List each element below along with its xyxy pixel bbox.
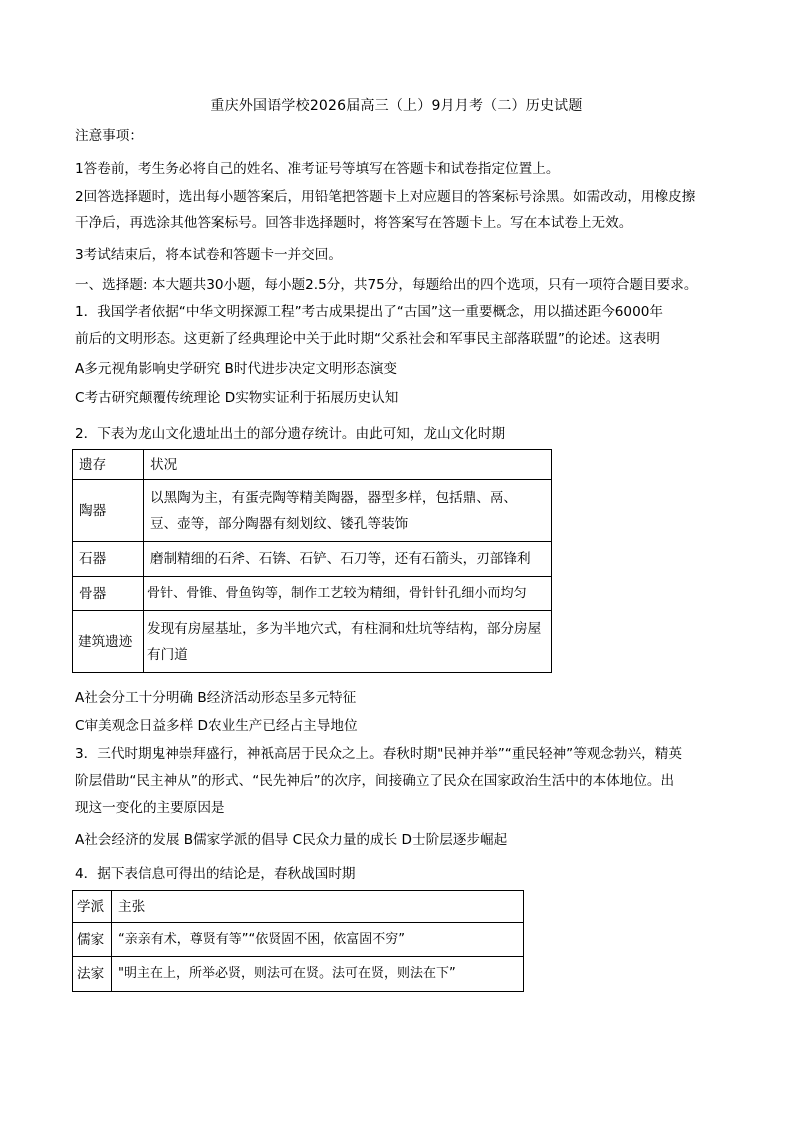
table-cell-name: 石器	[73, 542, 144, 577]
table-row	[73, 542, 552, 577]
q3-stem-line-3: 现这一变化的主要原因是	[75, 800, 225, 816]
q3-stem-line-1: 3．三代时期鬼神崇拜盛行，神祇高居于民众之上。春秋时期"民神并举”“重民轻神”等观念勃兴，精英	[75, 746, 682, 762]
table-cell-line: 有门道	[147, 646, 188, 663]
note-item-2-cont: 干净后，再选涂其他答案标号。回答非选择题时，将答案写在答题卡上。写在本试卷上无效。	[75, 215, 633, 231]
table-cell-name: 骨器	[73, 577, 144, 611]
table-cell-line: 发现有房屋基址，多为半地穴式，有柱洞和灶坑等结构，部分房屋	[147, 620, 542, 637]
note-item-3: 3考试结束后，将本试卷和答题卡一并交回。	[75, 247, 342, 263]
table-row	[73, 480, 552, 542]
table-cell-name: 儒家	[73, 923, 112, 957]
notes-heading: 注意事项：	[75, 128, 143, 144]
table-cell-name: 陶器	[73, 480, 144, 542]
table-cell-line: 豆、壶等，部分陶器有刻划纹、镂孔等装饰	[150, 515, 409, 532]
q3-options: A社会经济的发展 B儒家学派的倡导 C民众力量的成长 D士阶层逐步崛起	[75, 832, 508, 848]
q1-options-cd: C考古研究颠覆传统理论 D实物实证利于拓展历史认知	[75, 390, 399, 406]
table-row	[73, 611, 552, 673]
table-cell-desc	[144, 611, 552, 673]
table-header-row	[73, 450, 552, 480]
table-cell-desc: 磨制精细的石斧、石锛、石铲、石刀等，还有石箭头，刃部锋利	[144, 542, 552, 577]
q2-options-ab: A社会分工十分明确 B经济活动形态呈多元特征	[75, 690, 357, 706]
table-header-cell: 学派	[73, 891, 112, 923]
table-header-row	[73, 891, 524, 923]
table-cell-desc: 骨针、骨锥、骨鱼钩等，制作工艺较为精细，骨针针孔细小而均匀	[144, 577, 552, 611]
page-title: 重庆外国语学校2026届高三（上）9月月考（二）历史试题	[210, 98, 583, 114]
table-cell-name: 建筑遗迹	[73, 611, 144, 673]
table-header-cell: 主张	[112, 891, 524, 923]
table-cell-desc: "明主在上，所举必贤，则法可在贤。法可在贤，则法在下”	[112, 957, 524, 992]
q4-table	[72, 890, 524, 992]
q1-options-ab: A多元视角影响史学研究 B时代进步决定文明形态演变	[75, 361, 398, 377]
section-intro: 一、选择题: 本大题共30小题，每小题2.5分，共75分，每题给出的四个选项，只有一项符合题目要求。	[75, 277, 698, 293]
table-row	[73, 923, 524, 957]
table-row	[73, 577, 552, 611]
table-header-cell: 状况	[144, 450, 552, 480]
table-cell-desc: “亲亲有术，尊贤有等”“依贤固不困，依富固不穷”	[112, 923, 524, 957]
table-row	[73, 957, 524, 992]
q2-stem: 2．下表为龙山文化遗址出土的部分遗存统计。由此可知，龙山文化时期	[75, 426, 506, 442]
note-item-1: 1答卷前，考生务必将自己的姓名、准考证号等填写在答题卡和试卷指定位置上。	[75, 161, 560, 177]
table-header-cell: 遗存	[73, 450, 144, 480]
q2-options-cd: C审美观念日益多样 D农业生产已经占主导地位	[75, 718, 358, 734]
q2-table	[72, 449, 552, 673]
note-item-2: 2回答选择题时，选出每小题答案后，用铅笔把答题卡上对应题目的答案标号涂黑。如需改动，用橡皮擦	[75, 189, 696, 205]
table-cell-desc	[144, 480, 552, 542]
q1-stem-line-2: 前后的文明形态。这更新了经典理论中关于此时期“父系社会和军事民主部落联盟”的论述。这表明	[75, 331, 661, 347]
table-cell-line: 以黑陶为主，有蛋壳陶等精美陶器，器型多样，包括鼎、鬲、	[150, 489, 518, 506]
q1-stem-line-1: 1．我国学者依据“中华文明探源工程”考古成果提出了“古国”这一重要概念，用以描述距今6000年	[75, 304, 663, 320]
table-cell-name: 法家	[73, 957, 112, 992]
q3-stem-line-2: 阶层借助“民主神从”的形式、“民先神后”的次序，间接确立了民众在国家政治生活中的本体地位。出	[75, 773, 675, 789]
q4-stem: 4．据下表信息可得出的结论是，春秋战国时期	[75, 866, 356, 882]
